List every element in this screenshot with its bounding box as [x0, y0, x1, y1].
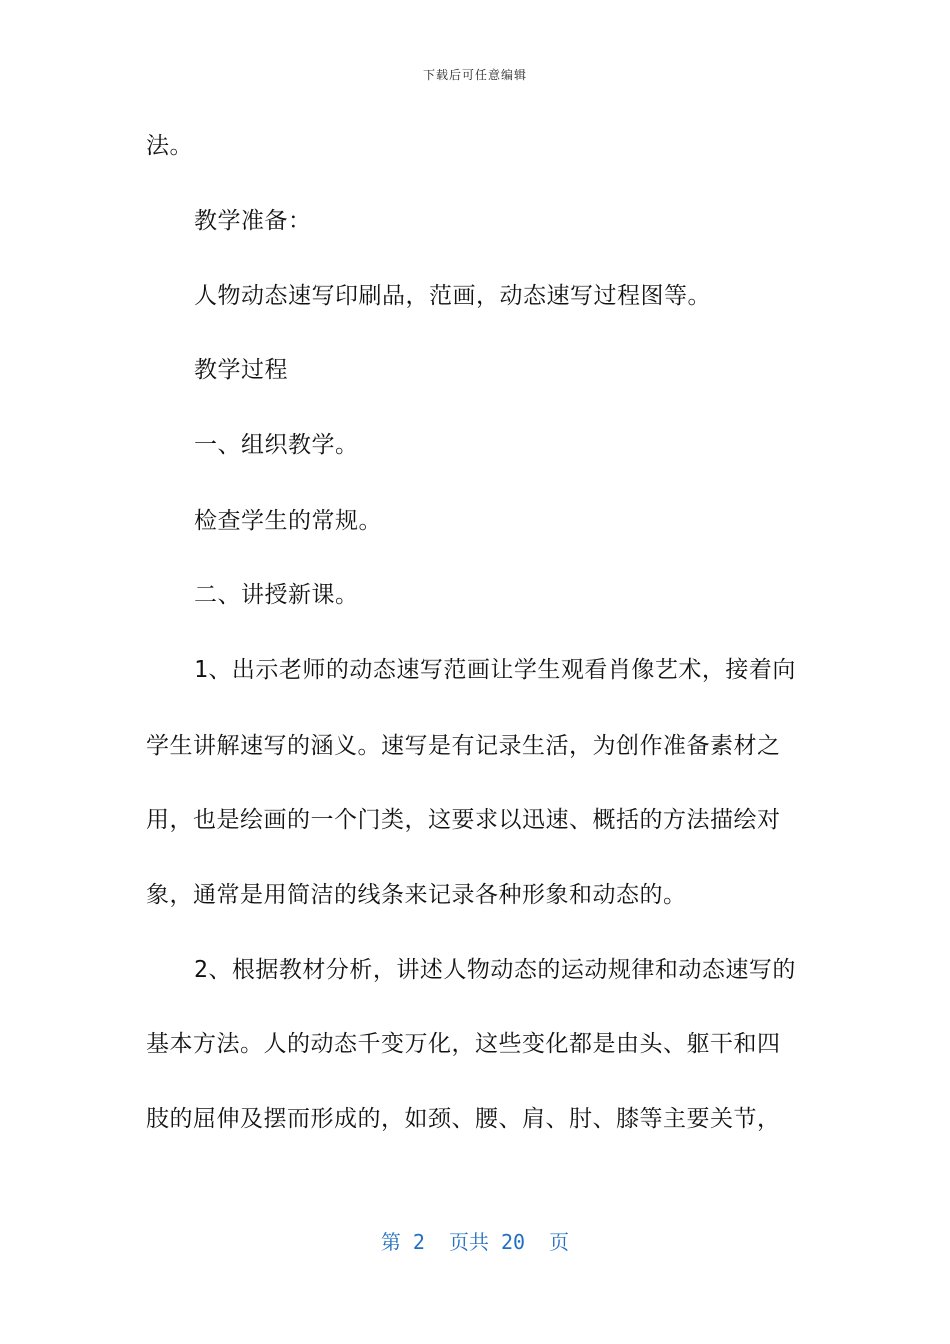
- body-line: 教学准备：: [194, 208, 312, 234]
- body-line: 1、出示老师的动态速写范画让学生观看肖像艺术，接着向: [194, 657, 796, 683]
- body-line: 教学过程: [194, 357, 288, 383]
- page-header: 下载后可任意编辑: [422, 68, 527, 82]
- body-line: 一、组织教学。: [194, 432, 359, 458]
- body-line: 象，通常是用简洁的线条来记录各种形象和动态的。: [146, 882, 687, 908]
- body-line: 二、讲授新课。: [194, 582, 359, 608]
- body-line: 检查学生的常规。: [194, 508, 382, 534]
- body-line: 基本方法。人的动态千变万化，这些变化都是由头、躯干和四: [146, 1031, 781, 1057]
- body-line: 用，也是绘画的一个门类，这要求以迅速、概括的方法描绘对: [146, 807, 781, 833]
- body-line: 人物动态速写印刷品，范画，动态速写过程图等。: [194, 283, 711, 309]
- body-line: 肢的屈伸及摆而形成的，如颈、腰、肩、肘、膝等主要关节，: [146, 1106, 781, 1132]
- page-footer: 第 2 页共 20 页: [380, 1230, 570, 1254]
- body-line: 法。: [146, 133, 193, 159]
- body-line: 学生讲解速写的涵义。速写是有记录生活，为创作准备素材之: [146, 733, 781, 759]
- body-line: 2、根据教材分析，讲述人物动态的运动规律和动态速写的: [194, 957, 796, 983]
